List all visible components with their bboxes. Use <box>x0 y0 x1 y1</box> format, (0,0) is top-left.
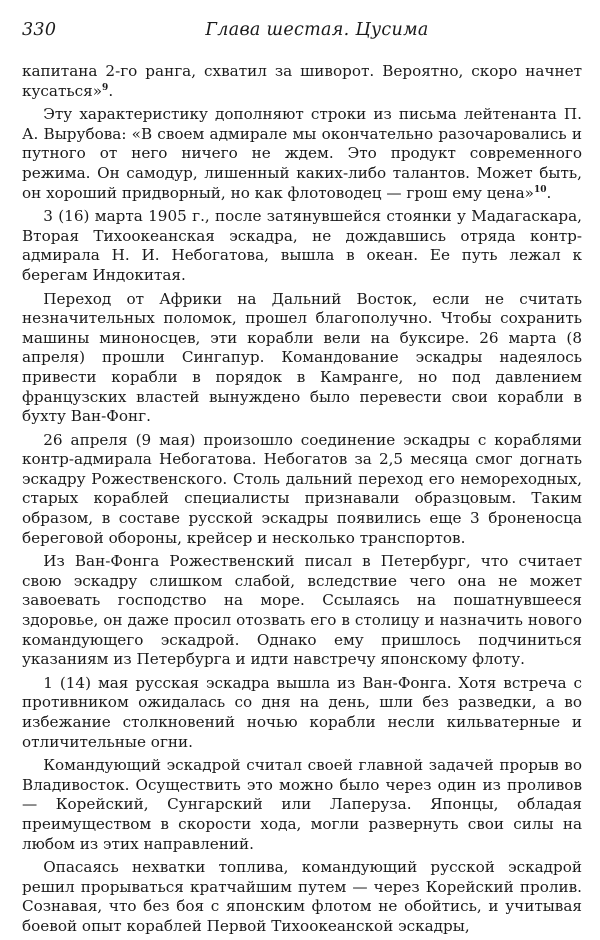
paragraph <box>22 105 582 203</box>
paragraph <box>22 62 582 101</box>
footnote-marker: 9 <box>102 82 109 93</box>
paragraph-tail: . <box>108 81 114 100</box>
footnote-marker: 10 <box>533 184 547 195</box>
paragraph: 26 апреля (9 мая) произошло соединение эскадры с кораблями контр-адмирала Небогатова. Небогатов за 2,5 месяца смог догнать эскадру Рожественского. Столь дальний переход его немореходных, старых кораблей специалисты признавали образцовым. Таким образом, в составе русской эскадры появились еще 3 броненосца береговой обороны, крейсер и несколько транспортов. <box>22 430 582 547</box>
paragraph: Из Ван-Фонга Рожественский писал в Петербург, что считает свою эскадру слишком слабой, вследствие чего она не может завоевать господство на море. Ссылаясь на пошатнувшееся здоровье, он даже просил отозвать его в столицу и назначить нового командующего эскадрой. Однако ему пришлось подчиниться указаниям из Петербурга и идти навстречу японскому флоту. <box>22 552 582 669</box>
paragraph-text: Эту характеристику дополняют строки из письма лейтенанта П. А. Вырубова: «В своем адмирале мы окончательно разочаровались и путного от него ничего не ждем. Это продукт современного режима. Он самодур, лишенный каких-либо талантов. Может быть, он хороший придворный, но как флотоводец — грош ему цена» <box>22 105 582 202</box>
paragraph-text: капитана 2-го ранга, схватил за шиворот. Вероятно, скоро начнет кусаться» <box>22 62 582 100</box>
paragraph: Переход от Африки на Дальний Восток, если не считать незначительных поломок, прошел благополучно. Чтобы сохранить машины миноносцев, эти корабли вели на буксире. 26 марта (8 апреля) прошли Сингапур. Командование эскадры надеялось привести корабли в порядок в Камранге, но под давлением французских властей вынуждено было перевести свои корабли в бухту Ван-Фонг. <box>22 289 582 426</box>
paragraph-tail: . <box>546 183 552 202</box>
paragraph: 1 (14) мая русская эскадра вышла из Ван-Фонга. Хотя встреча с противником ожидалась со дня на день, шли без разведки, а во избежание столкновений ночью корабли несли кильватерные и отличительные огни. <box>22 673 582 751</box>
paragraph: Командующий эскадрой считал своей главной задачей прорыв во Владивосток. Осуществить это можно было через один из проливов — Корейский, Сунгарский или Лаперуза. Японцы, обладая преимуществом в скорости хода, могли развернуть свои силы на любом из этих направлений. <box>22 756 582 853</box>
page-number: 330 <box>22 20 57 40</box>
running-head <box>22 14 582 44</box>
body-text <box>22 62 582 937</box>
book-page <box>22 14 582 937</box>
paragraph: Опасаясь нехватки топлива, командующий русской эскадрой решил прорываться кратчайшим путем — через Корейский пролив. Сознавая, что без боя с японским флотом не обойтись, и учитывая боевой опыт кораблей Первой Тихоокеанской эскадры, <box>22 858 582 935</box>
paragraph: 3 (16) марта 1905 г., после затянувшейся стоянки у Мадагаскара, Вторая Тихоокеанская эскадра, не дождавшись отряда контр-адмирала Н. И. Небогатова, вышла в океан. Ее путь лежал к берегам Индокитая. <box>22 207 582 284</box>
chapter-title: Глава шестая. Цусима <box>205 20 429 40</box>
